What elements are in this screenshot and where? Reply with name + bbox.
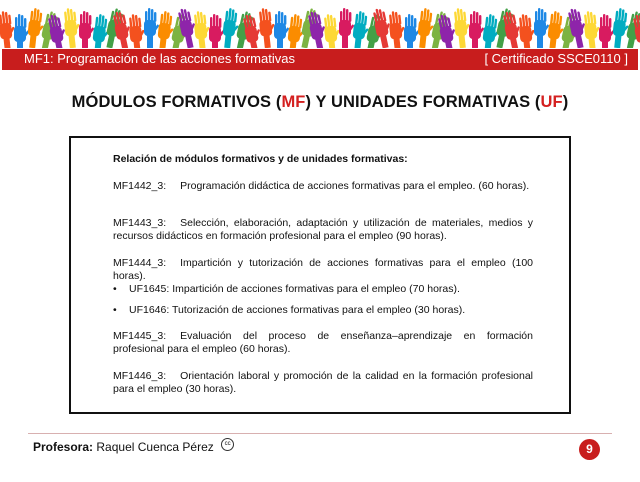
teacher-name: Raquel Cuenca Pérez: [96, 440, 214, 454]
content-box: [69, 136, 571, 414]
title-uf: UF: [540, 93, 563, 111]
module-title: MF1: Programación de las acciones formativas: [24, 51, 295, 66]
module-code: MF1445_3:: [113, 330, 167, 342]
hand-shape: [209, 14, 224, 48]
module-entry: [113, 180, 533, 193]
hand-shape: [404, 14, 419, 48]
hand-shape: [534, 8, 549, 48]
module-code: MF1442_3:: [113, 180, 167, 192]
hand-shape: [611, 8, 631, 48]
teacher-label: Profesora:: [33, 440, 94, 454]
title-part2: ) Y UNIDADES FORMATIVAS (: [305, 93, 541, 111]
module-text: Programación didáctica de acciones formativas para el empleo. (60 horas).: [180, 180, 530, 192]
module-text: Impartición y tutorización de acciones formativas para el empleo (100 horas).: [113, 257, 533, 282]
unit-text: UF1645: Impartición de acciones formativas para el empleo (70 horas).: [129, 283, 460, 295]
unit-item: [113, 283, 533, 296]
module-entry: [113, 370, 533, 396]
hand-shape: [599, 14, 614, 48]
unit-text: UF1646: Tutorización de acciones formativas para el empleo (30 horas).: [129, 304, 466, 316]
certificate-label: [ Certificado SSCE0110 ]: [484, 51, 628, 66]
hand-shape: [469, 11, 484, 48]
header-bar: [2, 49, 638, 70]
hand-shape: [274, 11, 289, 48]
module-code: MF1446_3:: [113, 370, 167, 382]
hand-shape: [546, 11, 566, 48]
hand-shape: [416, 8, 436, 48]
box-heading: Relación de módulos formativos y de unidades formativas:: [113, 153, 408, 165]
bullet-icon: •: [113, 283, 117, 295]
module-entry: [113, 257, 533, 283]
hand-shape: [351, 11, 371, 48]
module-entry: [113, 217, 533, 243]
raised-hands-banner: [0, 0, 640, 48]
module-text: Selección, elaboración, adaptación y utilización de materiales, medios y recursos didácticos en formación profesional para el empleo (90 horas).: [113, 217, 533, 242]
unit-item: [113, 304, 533, 317]
hand-shape: [79, 11, 94, 48]
module-code: MF1444_3:: [113, 257, 167, 269]
module-code: MF1443_3:: [113, 217, 167, 229]
hand-shape: [14, 14, 29, 48]
module-entry: [113, 330, 533, 356]
creative-commons-icon: cc: [221, 438, 234, 451]
module-text: Orientación laboral y promoción de la calidad en la formación profesional para el empleo (30 horas).: [113, 370, 533, 395]
slide-title: [0, 93, 640, 112]
hand-shape: [156, 11, 176, 48]
hand-shape: [339, 8, 354, 48]
title-mf: MF: [281, 93, 306, 111]
module-text: Evaluación del proceso de enseñanza–aprendizaje en formación profesional para el empleo (60 horas).: [113, 330, 533, 355]
title-part3: ): [562, 93, 569, 111]
hand-shape: [26, 8, 46, 48]
hands-illustration: [0, 0, 640, 48]
hand-shape: [221, 8, 241, 48]
page-number-badge: 9: [579, 439, 600, 460]
hand-shape: [144, 8, 159, 48]
bullet-icon: •: [113, 304, 117, 316]
footer-divider: [28, 433, 612, 434]
footer: [33, 440, 234, 454]
title-part1: MÓDULOS FORMATIVOS (: [71, 93, 282, 111]
